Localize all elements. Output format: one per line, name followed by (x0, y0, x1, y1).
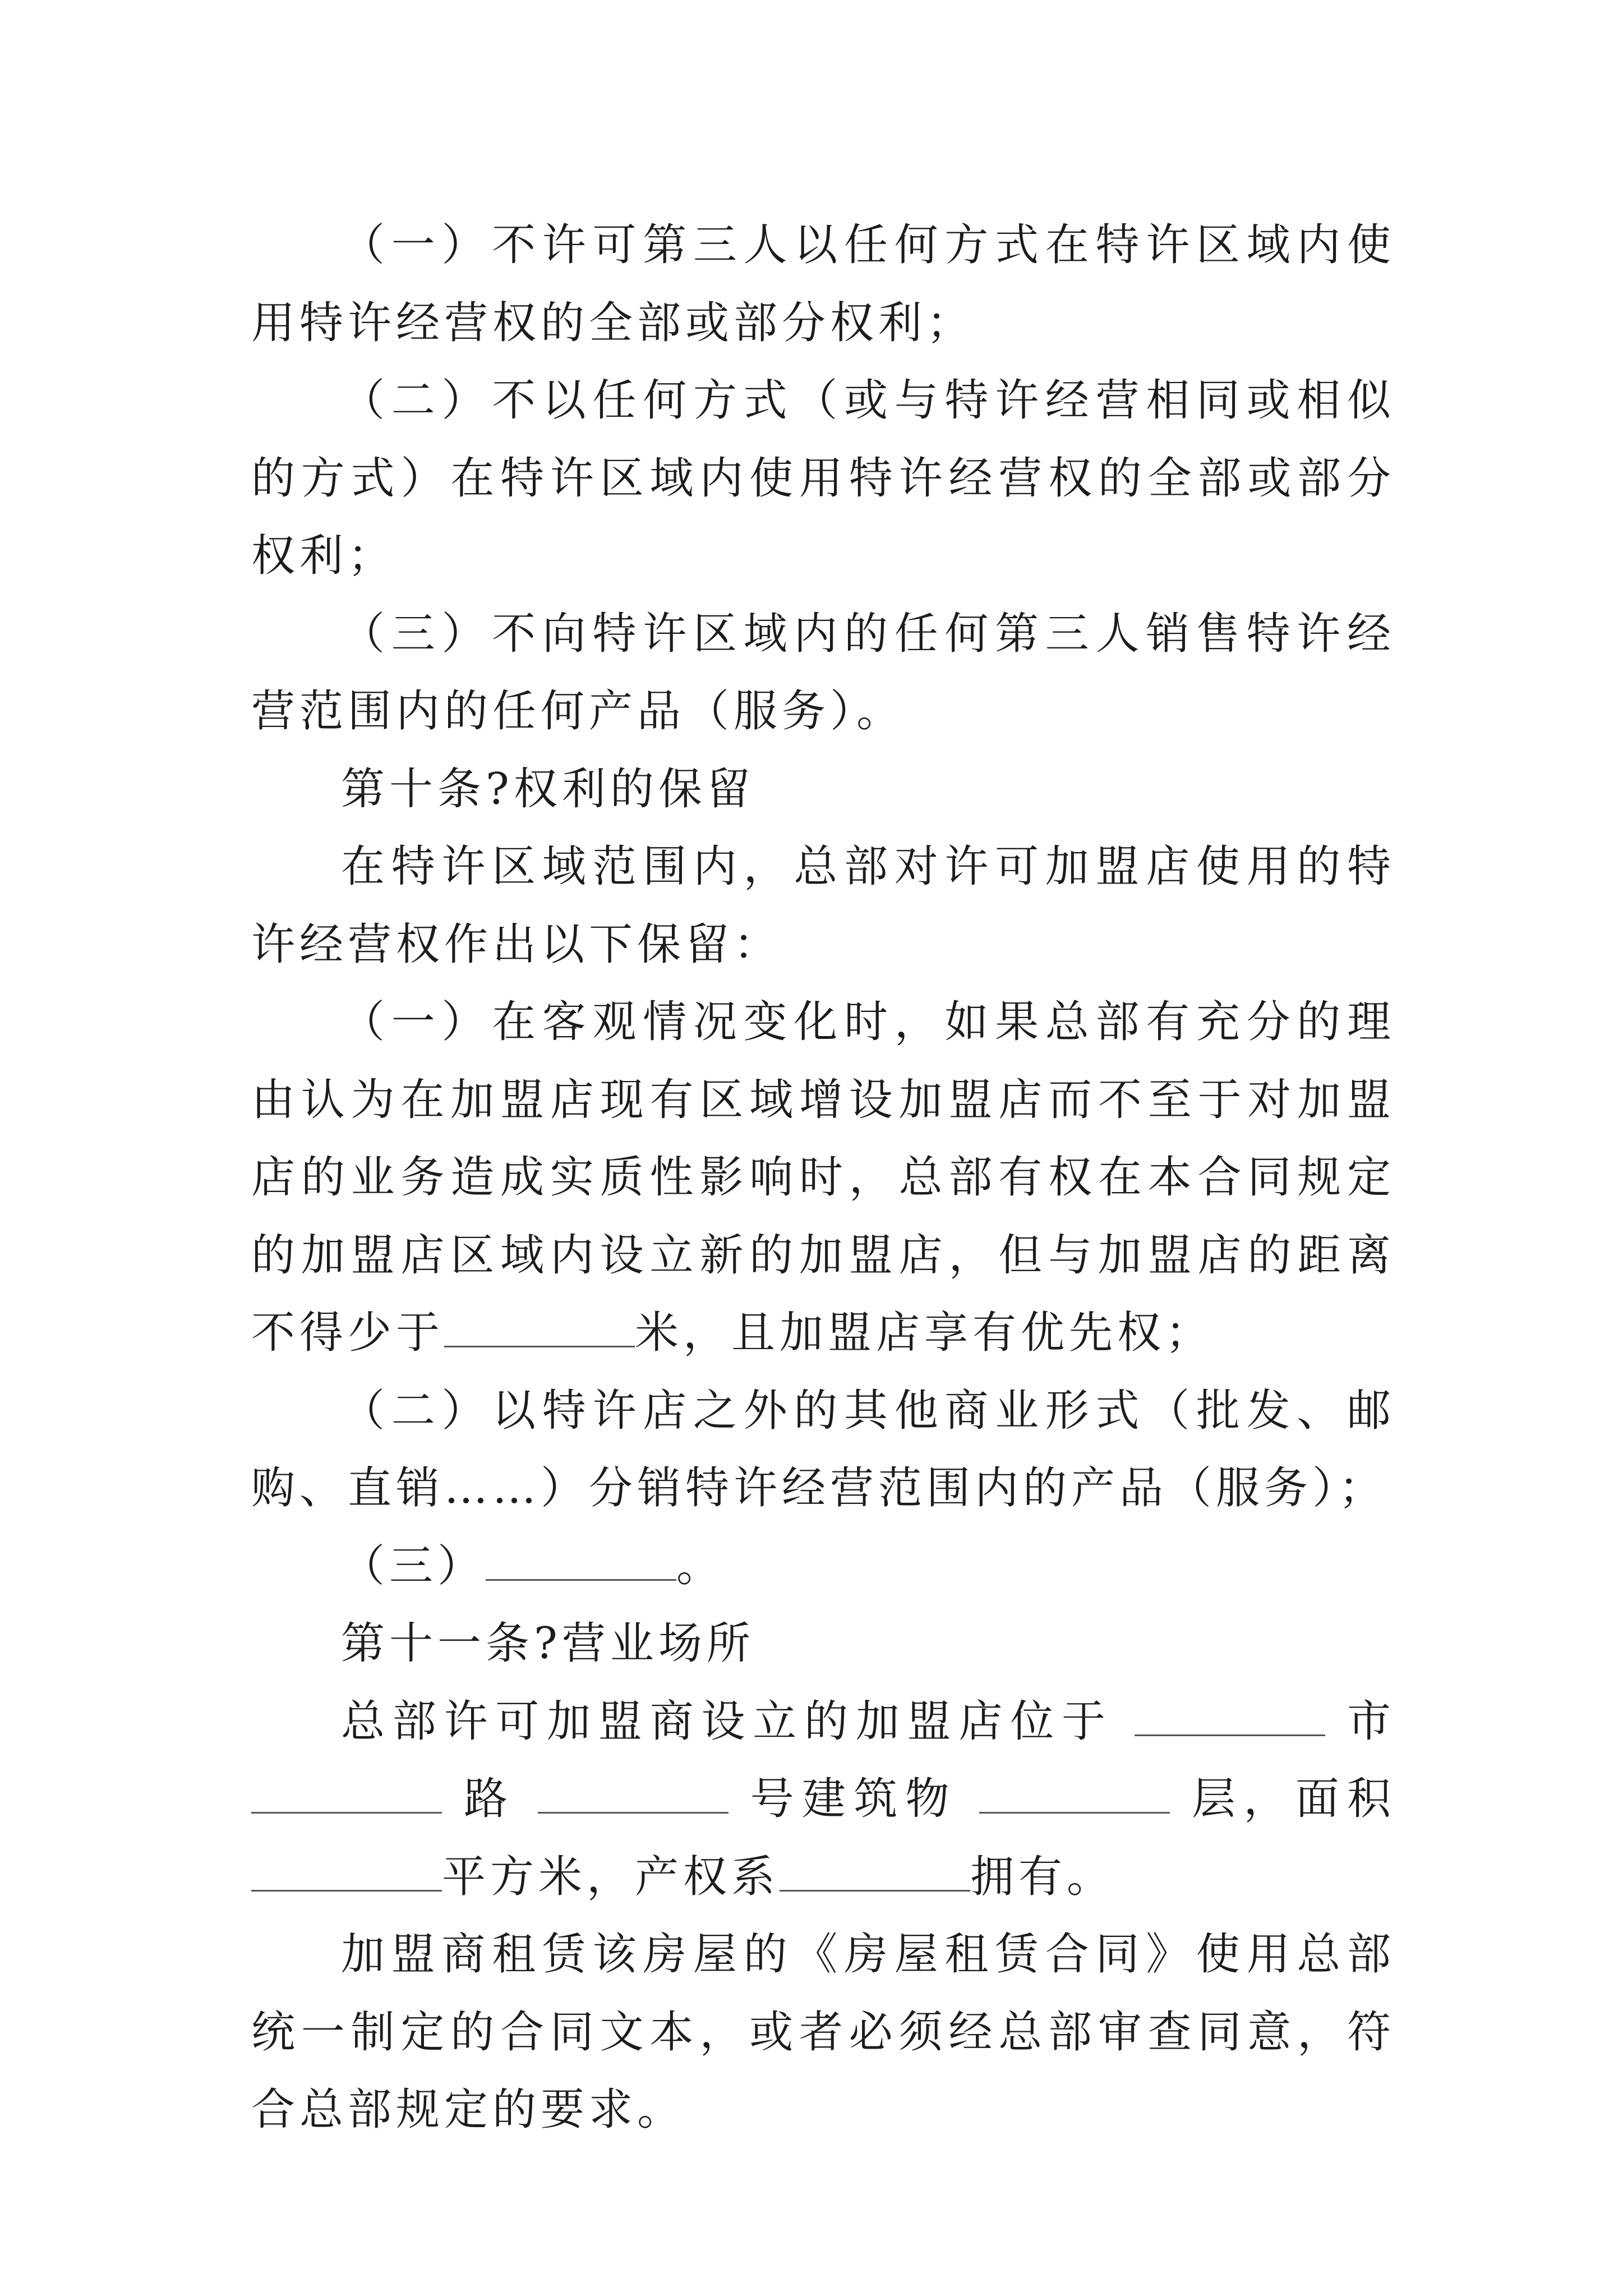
paragraph-clause-2 (251, 362, 1395, 595)
paragraph-text: 路 (464, 1774, 516, 1824)
fill-in-blank-number (538, 1773, 728, 1814)
paragraph-text: 拥有。 (970, 1851, 1115, 1902)
paragraph-clause-1 (251, 206, 1395, 362)
paragraph-text: （二）不以任何方式（或与特许经营相同或相似的方式）在特许区域内使用特许经营权的全部或部分权利； (251, 375, 1395, 581)
fill-in-blank-floor (979, 1773, 1170, 1814)
paragraph-text: （一）在客观情况变化时，如果总部有充分的理由认为在加盟店现有区域增设加盟店而不至于对加盟店的业务造成实质性影响时，总部有权在本合同规定的加盟店区域内设立新的加盟店，但与加盟店的距离不得少于 (251, 997, 1395, 1358)
paragraph-text: 米，且加盟店享有优先权； (635, 1308, 1214, 1358)
article-10-heading (251, 751, 1395, 829)
paragraph-clause-3 (251, 595, 1395, 751)
fill-in-blank-reservation (486, 1539, 676, 1580)
paragraph-text: 平方米，产权系 (442, 1851, 780, 1902)
paragraph-reservation-2 (251, 1372, 1395, 1527)
paragraph-text: 市 (1347, 1696, 1396, 1747)
paragraph-text: 加盟商租赁该房屋的《房屋租赁合同》使用总部统一制定的合同文本，或者必须经总部审查同意，符合总部规定的要求。 (251, 1929, 1395, 2135)
paragraph-text: 在特许区域范围内，总部对许可加盟店使用的特许经营权作出以下保留： (251, 841, 1395, 970)
heading-text: 第十条?权利的保留 (341, 763, 755, 815)
paragraph-reservation-3 (251, 1527, 1395, 1605)
paragraph-text: （三）不向特许区域内的任何第三人销售特许经营范围内的任何产品（服务）。 (251, 608, 1395, 737)
paragraph-text: 层，面积 (1192, 1774, 1396, 1824)
paragraph-text: （二）以特许店之外的其他商业形式（批发、邮购、直销……）分销特许经营范围内的产品（服务）； (251, 1385, 1395, 1513)
paragraph-reservation-intro (251, 828, 1395, 983)
heading-text: 第十一条?营业场所 (341, 1618, 755, 1669)
paragraph-text: 号建筑物 (750, 1774, 957, 1824)
paragraph-premises (251, 1683, 1395, 1838)
paragraph-reservation-1 (251, 983, 1395, 1372)
paragraph-premises-area (251, 1838, 1395, 1916)
fill-in-blank-distance (444, 1306, 635, 1347)
document-body (251, 206, 1395, 2149)
fill-in-blank-owner (780, 1850, 970, 1891)
fill-in-blank-area (251, 1850, 442, 1891)
paragraph-text: 总部许可加盟商设立的加盟店位于 (341, 1696, 1113, 1747)
fill-in-blank-road (251, 1773, 442, 1814)
fill-in-blank-city (1135, 1695, 1325, 1736)
article-11-heading (251, 1605, 1395, 1683)
paragraph-text: （一）不许可第三人以任何方式在特许区域内使用特许经营权的全部或部分权利； (251, 220, 1395, 348)
paragraph-lease (251, 1916, 1395, 2149)
paragraph-text: （三） (341, 1540, 486, 1591)
paragraph-text: 。 (676, 1540, 725, 1591)
